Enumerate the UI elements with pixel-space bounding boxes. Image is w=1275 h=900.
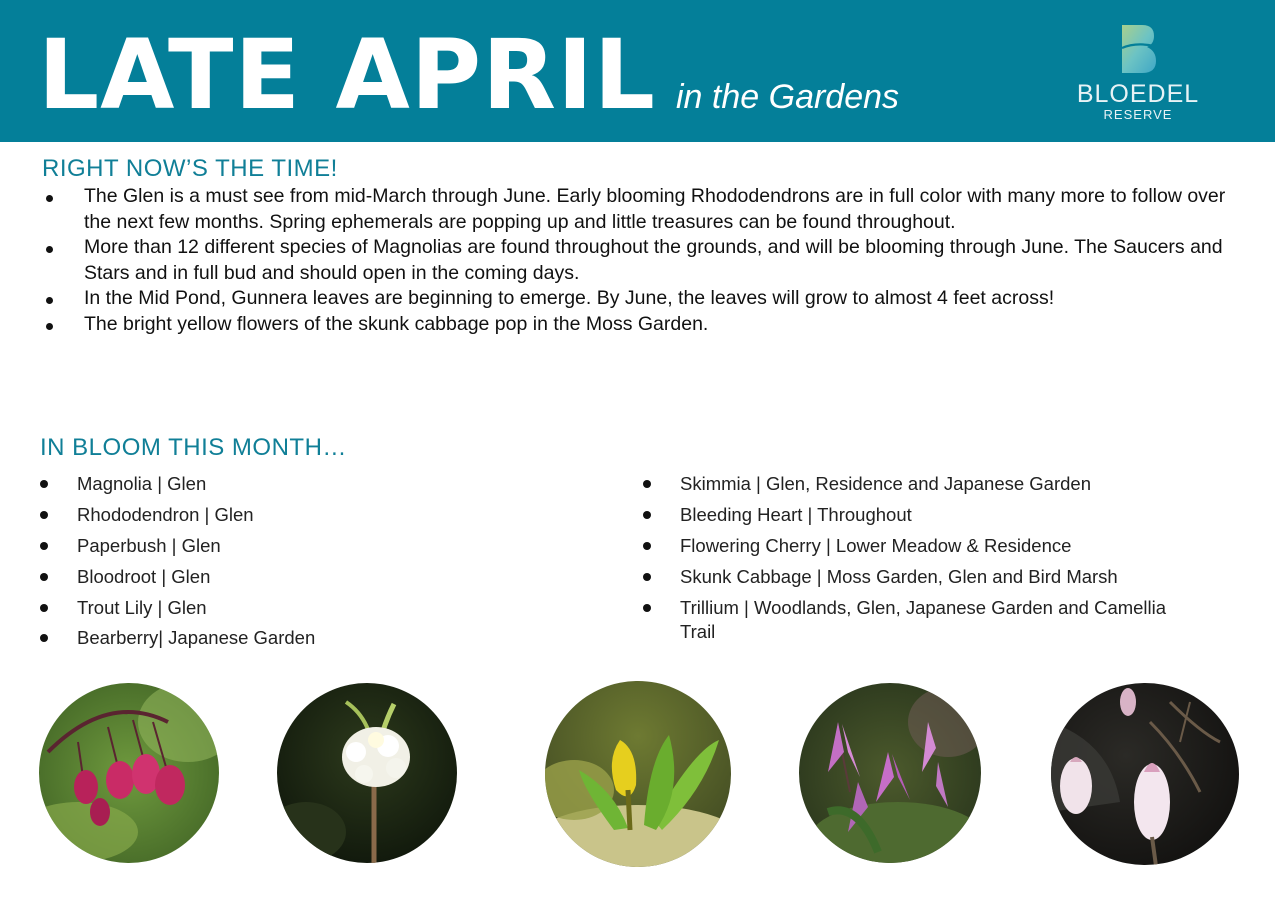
in-bloom-right-item [643, 534, 1183, 559]
in-bloom-left-item [40, 626, 580, 651]
right-now-text: More than 12 different species of Magnolias are found throughout the grounds, and will be blooming through June. The Saucers and Stars and in full bud and should open in the coming days. [84, 236, 1223, 284]
right-now-item [40, 184, 1230, 235]
in-bloom-right-text: Trillium | Woodlands, Glen, Japanese Garden and Camellia Trail [680, 596, 1167, 643]
skunk-cabbage-photo [544, 680, 732, 868]
in-bloom-right-item [643, 472, 1183, 497]
trout-lily-photo [798, 682, 982, 864]
in-bloom-left-text: Trout Lily | Glen [77, 596, 207, 618]
in-bloom-left-item [40, 565, 580, 590]
in-bloom-left-text: Magnolia | Glen [77, 473, 207, 494]
page-title: LATE APRIL [38, 19, 656, 131]
right-now-list [40, 184, 1230, 337]
bullet-icon [643, 573, 651, 581]
in-bloom-left-item [40, 503, 580, 528]
right-now-text: In the Mid Pond, Gunnera leaves are beginning to emerge. By June, the leaves will grow to almost 4 feet across! [84, 287, 1055, 309]
bullet-icon [46, 246, 53, 253]
in-bloom-left-text: Rhododendron | Glen [77, 503, 254, 525]
right-now-heading: RIGHT NOW’S THE TIME! [42, 155, 338, 182]
in-bloom-left-item [40, 472, 580, 497]
in-bloom-right-item [643, 503, 1183, 528]
header-banner [0, 0, 1275, 142]
paperbush-photo [276, 682, 458, 864]
bullet-icon [643, 542, 651, 550]
in-bloom-left-item [40, 534, 580, 559]
bullet-icon [46, 195, 53, 202]
bullet-icon [40, 511, 48, 519]
bullet-icon [40, 480, 48, 488]
in-bloom-right-item [643, 596, 1183, 645]
bullet-icon [40, 634, 48, 642]
in-bloom-right-text: Skunk Cabbage | Moss Garden, Glen and Bird Marsh [680, 565, 1118, 587]
logo-b-icon [1120, 24, 1156, 74]
bullet-icon [643, 480, 651, 488]
right-now-item [40, 312, 1230, 338]
bullet-icon [40, 573, 48, 581]
right-now-item [40, 286, 1230, 312]
right-now-text: The bright yellow flowers of the skunk cabbage pop in the Moss Garden. [84, 312, 709, 335]
logo-subname: RESERVE [1103, 107, 1173, 122]
bullet-icon [40, 604, 48, 612]
in-bloom-left-text: Bloodroot | Glen [77, 565, 211, 587]
in-bloom-list-right [643, 472, 1183, 651]
in-bloom-heading: IN BLOOM THIS MONTH… [40, 434, 347, 461]
in-bloom-left-item [40, 596, 580, 621]
bleeding-heart-photo [38, 682, 220, 864]
page-subtitle: in the Gardens [676, 78, 900, 116]
in-bloom-right-text: Flowering Cherry | Lower Meadow & Residence [680, 534, 1072, 556]
bullet-icon [40, 542, 48, 550]
bullet-icon [643, 511, 651, 519]
bullet-icon [46, 323, 53, 330]
in-bloom-right-text: Bleeding Heart | Throughout [680, 503, 912, 525]
right-now-text: The Glen is a must see from mid-March through June. Early blooming Rhododendrons are in full color with many more to follow over the next few months. Spring ephemerals are popping up and little treasures can be found throughout. [84, 185, 1226, 233]
bloedel-reserve-logo[interactable] [1060, 20, 1220, 130]
logo-name: BLOEDEL [1076, 80, 1200, 108]
in-bloom-left-text: Bearberry| Japanese Garden [77, 627, 316, 649]
bullet-icon [46, 297, 53, 304]
in-bloom-left-text: Paperbush | Glen [77, 534, 221, 556]
magnolia-bud-photo [1050, 682, 1240, 866]
in-bloom-right-text: Skimmia | Glen, Residence and Japanese Garden [680, 473, 1092, 494]
right-now-item [40, 235, 1230, 286]
in-bloom-list-left [40, 472, 580, 657]
bullet-icon [643, 604, 651, 612]
in-bloom-right-item [643, 565, 1183, 590]
